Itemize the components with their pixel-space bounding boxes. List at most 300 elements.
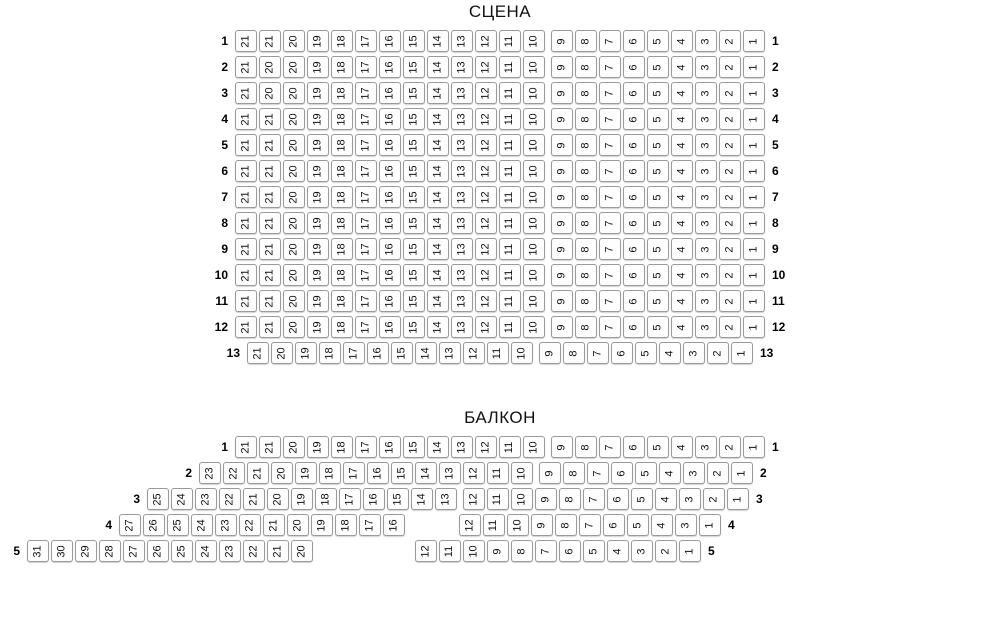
seat[interactable] [451,290,473,312]
seat[interactable] [599,238,621,260]
seat[interactable] [599,108,621,130]
seat[interactable] [651,514,673,536]
seat[interactable] [743,436,765,458]
seat[interactable] [647,30,669,52]
seat[interactable] [475,82,497,104]
seat[interactable] [171,540,193,562]
seat[interactable] [427,160,449,182]
seat[interactable] [259,186,281,208]
seat[interactable] [587,462,609,484]
seat[interactable] [599,264,621,286]
seat[interactable] [695,108,717,130]
seat[interactable] [355,30,377,52]
seat[interactable] [727,488,749,510]
seat[interactable] [719,160,741,182]
seat[interactable] [647,160,669,182]
seat[interactable] [559,488,581,510]
seat[interactable] [463,540,485,562]
seat[interactable] [583,488,605,510]
seat[interactable] [195,488,217,510]
seat[interactable] [259,108,281,130]
seat[interactable] [379,160,401,182]
seat[interactable] [575,108,597,130]
seat[interactable] [671,56,693,78]
seat[interactable] [283,186,305,208]
seat[interactable] [307,316,329,338]
seat[interactable] [635,342,657,364]
seat[interactable] [335,514,357,536]
seat[interactable] [235,30,257,52]
seat[interactable] [435,488,457,510]
seat[interactable] [671,290,693,312]
seat[interactable] [271,342,293,364]
seat[interactable] [679,540,701,562]
seat[interactable] [499,108,521,130]
seat[interactable] [451,186,473,208]
seat[interactable] [451,30,473,52]
seat[interactable] [523,108,545,130]
seat[interactable] [599,186,621,208]
seat[interactable] [427,186,449,208]
seat[interactable] [259,238,281,260]
seat[interactable] [671,160,693,182]
seat[interactable] [427,238,449,260]
seat[interactable] [523,264,545,286]
seat[interactable] [343,342,365,364]
seat[interactable] [427,290,449,312]
seat[interactable] [383,514,405,536]
seat[interactable] [623,238,645,260]
seat[interactable] [499,238,521,260]
seat[interactable] [451,108,473,130]
seat[interactable] [367,342,389,364]
seat[interactable] [427,212,449,234]
seat[interactable] [523,56,545,78]
seat[interactable] [331,238,353,260]
seat[interactable] [647,436,669,458]
seat[interactable] [451,56,473,78]
seat[interactable] [699,514,721,536]
seat[interactable] [331,264,353,286]
seat[interactable] [743,82,765,104]
seat[interactable] [551,186,573,208]
seat[interactable] [599,160,621,182]
seat[interactable] [551,160,573,182]
seat[interactable] [523,186,545,208]
seat[interactable] [331,82,353,104]
seat[interactable] [671,436,693,458]
seat[interactable] [235,186,257,208]
seat[interactable] [499,212,521,234]
seat[interactable] [451,212,473,234]
seat[interactable] [355,108,377,130]
seat[interactable] [235,436,257,458]
seat[interactable] [379,264,401,286]
seat[interactable] [339,488,361,510]
seat[interactable] [267,488,289,510]
seat[interactable] [307,238,329,260]
seat[interactable] [403,316,425,338]
seat[interactable] [259,82,281,104]
seat[interactable] [439,462,461,484]
seat[interactable] [451,160,473,182]
seat[interactable] [283,30,305,52]
seat[interactable] [451,82,473,104]
seat[interactable] [475,290,497,312]
seat[interactable] [355,56,377,78]
seat[interactable] [243,540,265,562]
seat[interactable] [475,30,497,52]
seat[interactable] [283,436,305,458]
seat[interactable] [599,212,621,234]
seat[interactable] [575,212,597,234]
seat[interactable] [439,342,461,364]
seat[interactable] [355,160,377,182]
seat[interactable] [719,436,741,458]
seat[interactable] [331,108,353,130]
seat[interactable] [403,108,425,130]
seat[interactable] [283,108,305,130]
seat[interactable] [679,488,701,510]
seat[interactable] [51,540,73,562]
seat[interactable] [695,436,717,458]
seat[interactable] [623,436,645,458]
seat[interactable] [331,134,353,156]
seat[interactable] [191,514,213,536]
seat[interactable] [575,264,597,286]
seat[interactable] [403,264,425,286]
seat[interactable] [719,56,741,78]
seat[interactable] [331,56,353,78]
seat[interactable] [647,316,669,338]
seat[interactable] [631,488,653,510]
seat[interactable] [551,436,573,458]
seat[interactable] [623,30,645,52]
seat[interactable] [403,212,425,234]
seat[interactable] [499,30,521,52]
seat[interactable] [607,540,629,562]
seat[interactable] [743,264,765,286]
seat[interactable] [259,316,281,338]
seat[interactable] [463,342,485,364]
seat[interactable] [551,108,573,130]
seat[interactable] [499,56,521,78]
seat[interactable] [291,540,313,562]
seat[interactable] [451,436,473,458]
seat[interactable] [363,488,385,510]
seat[interactable] [719,212,741,234]
seat[interactable] [611,342,633,364]
seat[interactable] [235,212,257,234]
seat[interactable] [283,316,305,338]
seat[interactable] [463,488,485,510]
seat[interactable] [307,212,329,234]
seat[interactable] [355,238,377,260]
seat[interactable] [647,108,669,130]
seat[interactable] [647,238,669,260]
seat[interactable] [579,514,601,536]
seat[interactable] [475,186,497,208]
seat[interactable] [331,212,353,234]
seat[interactable] [295,342,317,364]
seat[interactable] [307,56,329,78]
seat[interactable] [283,56,305,78]
seat[interactable] [659,342,681,364]
seat[interactable] [427,56,449,78]
seat[interactable] [475,238,497,260]
seat[interactable] [695,264,717,286]
seat[interactable] [307,160,329,182]
seat[interactable] [599,290,621,312]
seat[interactable] [415,540,437,562]
seat[interactable] [695,212,717,234]
seat[interactable] [719,238,741,260]
seat[interactable] [743,186,765,208]
seat[interactable] [551,238,573,260]
seat[interactable] [475,212,497,234]
seat[interactable] [379,108,401,130]
seat[interactable] [655,540,677,562]
seat[interactable] [295,462,317,484]
seat[interactable] [359,514,381,536]
seat[interactable] [271,462,293,484]
seat[interactable] [235,264,257,286]
seat[interactable] [499,186,521,208]
seat[interactable] [123,540,145,562]
seat[interactable] [647,134,669,156]
seat[interactable] [671,264,693,286]
seat[interactable] [523,212,545,234]
seat[interactable] [475,56,497,78]
seat[interactable] [743,290,765,312]
seat[interactable] [367,462,389,484]
seat[interactable] [599,316,621,338]
seat[interactable] [635,462,657,484]
seat[interactable] [655,488,677,510]
seat[interactable] [523,82,545,104]
seat[interactable] [523,30,545,52]
seat[interactable] [499,290,521,312]
seat[interactable] [555,514,577,536]
seat[interactable] [695,82,717,104]
seat[interactable] [311,514,333,536]
seat[interactable] [143,514,165,536]
seat[interactable] [427,30,449,52]
seat[interactable] [551,82,573,104]
seat[interactable] [403,30,425,52]
seat[interactable] [403,238,425,260]
seat[interactable] [683,342,705,364]
seat[interactable] [355,134,377,156]
seat[interactable] [575,82,597,104]
seat[interactable] [355,264,377,286]
seat[interactable] [563,342,585,364]
seat[interactable] [283,264,305,286]
seat[interactable] [611,462,633,484]
seat[interactable] [499,82,521,104]
seat[interactable] [463,462,485,484]
seat[interactable] [695,30,717,52]
seat[interactable] [451,134,473,156]
seat[interactable] [575,160,597,182]
seat[interactable] [219,540,241,562]
seat[interactable] [603,514,625,536]
seat[interactable] [259,290,281,312]
seat[interactable] [379,316,401,338]
seat[interactable] [391,342,413,364]
seat[interactable] [575,436,597,458]
seat[interactable] [355,316,377,338]
seat[interactable] [307,134,329,156]
seat[interactable] [427,436,449,458]
seat[interactable] [235,316,257,338]
seat[interactable] [683,462,705,484]
seat[interactable] [355,186,377,208]
seat[interactable] [499,316,521,338]
seat[interactable] [623,82,645,104]
seat[interactable] [243,488,265,510]
seat[interactable] [575,56,597,78]
seat[interactable] [671,238,693,260]
seat[interactable] [559,540,581,562]
seat[interactable] [499,134,521,156]
seat[interactable] [171,488,193,510]
seat[interactable] [259,160,281,182]
seat[interactable] [403,160,425,182]
seat[interactable] [147,488,169,510]
seat[interactable] [459,514,481,536]
seat[interactable] [331,186,353,208]
seat[interactable] [523,160,545,182]
seat[interactable] [239,514,261,536]
seat[interactable] [319,342,341,364]
seat[interactable] [247,342,269,364]
seat[interactable] [719,264,741,286]
seat[interactable] [487,462,509,484]
seat[interactable] [307,186,329,208]
seat[interactable] [379,436,401,458]
seat[interactable] [307,82,329,104]
seat[interactable] [291,488,313,510]
seat[interactable] [719,186,741,208]
seat[interactable] [695,186,717,208]
seat[interactable] [623,264,645,286]
seat[interactable] [259,30,281,52]
seat[interactable] [647,186,669,208]
seat[interactable] [551,264,573,286]
seat[interactable] [259,134,281,156]
seat[interactable] [99,540,121,562]
seat[interactable] [623,316,645,338]
seat[interactable] [647,82,669,104]
seat[interactable] [403,436,425,458]
seat[interactable] [315,488,337,510]
seat[interactable] [475,160,497,182]
seat[interactable] [719,316,741,338]
seat[interactable] [283,160,305,182]
seat[interactable] [283,238,305,260]
seat[interactable] [575,186,597,208]
seat[interactable] [379,82,401,104]
seat[interactable] [403,290,425,312]
seat[interactable] [499,160,521,182]
seat[interactable] [523,436,545,458]
seat[interactable] [551,290,573,312]
seat[interactable] [499,436,521,458]
seat[interactable] [403,186,425,208]
seat[interactable] [535,540,557,562]
seat[interactable] [307,436,329,458]
seat[interactable] [487,342,509,364]
seat[interactable] [331,160,353,182]
seat[interactable] [671,186,693,208]
seat[interactable] [539,342,561,364]
seat[interactable] [707,342,729,364]
seat[interactable] [647,56,669,78]
seat[interactable] [647,264,669,286]
seat[interactable] [259,264,281,286]
seat[interactable] [483,514,505,536]
seat[interactable] [551,56,573,78]
seat[interactable] [415,462,437,484]
seat[interactable] [599,436,621,458]
seat[interactable] [267,540,289,562]
seat[interactable] [75,540,97,562]
seat[interactable] [235,82,257,104]
seat[interactable] [247,462,269,484]
seat[interactable] [199,462,221,484]
seat[interactable] [475,264,497,286]
seat[interactable] [583,540,605,562]
seat[interactable] [623,160,645,182]
seat[interactable] [307,30,329,52]
seat[interactable] [671,30,693,52]
seat[interactable] [647,290,669,312]
seat[interactable] [451,264,473,286]
seat[interactable] [379,134,401,156]
seat[interactable] [719,108,741,130]
seat[interactable] [307,290,329,312]
seat[interactable] [379,290,401,312]
seat[interactable] [331,316,353,338]
seat[interactable] [27,540,49,562]
seat[interactable] [743,134,765,156]
seat[interactable] [451,238,473,260]
seat[interactable] [531,514,553,536]
seat[interactable] [719,134,741,156]
seat[interactable] [343,462,365,484]
seat[interactable] [731,462,753,484]
seat[interactable] [575,134,597,156]
seat[interactable] [379,186,401,208]
seat[interactable] [235,160,257,182]
seat[interactable] [743,316,765,338]
seat[interactable] [743,238,765,260]
seat[interactable] [259,212,281,234]
seat[interactable] [427,264,449,286]
seat[interactable] [283,290,305,312]
seat[interactable] [411,488,433,510]
seat[interactable] [659,462,681,484]
seat[interactable] [263,514,285,536]
seat[interactable] [387,488,409,510]
seat[interactable] [475,134,497,156]
seat[interactable] [575,316,597,338]
seat[interactable] [331,436,353,458]
seat[interactable] [147,540,169,562]
seat[interactable] [671,212,693,234]
seat[interactable] [391,462,413,484]
